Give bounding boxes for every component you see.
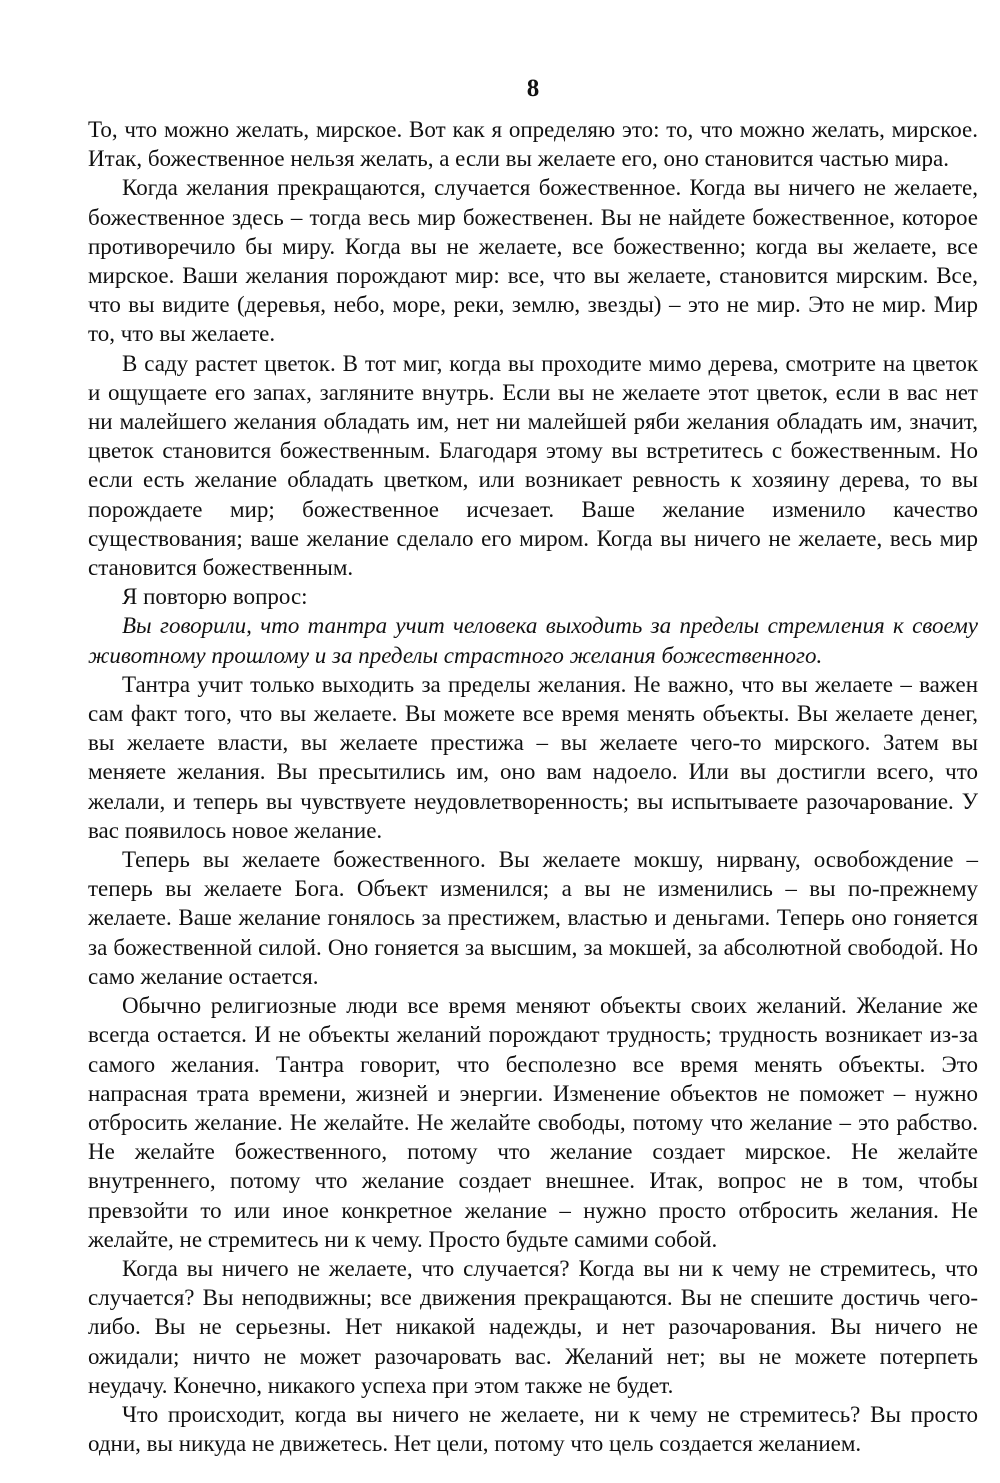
paragraph-1: То, что можно желать, мирское. Вот как я определяю это: то, что можно желать, мирское. Итак, божественное нельзя желать, а если вы желаете его, оно становится частью мира. — [88, 117, 978, 172]
paragraph-4: Я повторю вопрос: — [122, 584, 308, 610]
paragraph-7: Теперь вы желаете божественного. Вы желаете мокшу, нирвану, освобождение – теперь вы желаете Бога. Объект изменился; а вы не изменились – вы по-прежнему желаете. Ваше желание гонялось за престижем, властью и деньгами. Теперь оно гоняется за божественной силой. Оно гоняется за высшим, за мокшей, за абсолютной свободой. Но само желание остается. — [88, 847, 978, 989]
paragraph-10: Что происходит, когда вы ничего не желаете, ни к чему не стремитесь? Вы просто одни, вы никуда не движетесь. Нет цели, потому что цель создается желанием. — [88, 1401, 978, 1457]
book-page — [88, 0, 978, 1458]
question-paragraph: Вы говорили, что тантра учит человека выходить за пределы стремления к своему животному прошлому и за пределы страстного желания божественного. — [88, 613, 978, 668]
paragraph-3: В саду растет цветок. В тот миг, когда вы проходите мимо дерева, смотрите на цветок и ощущаете его запах, загляните внутрь. Если вы не желаете этот цветок, если в вас нет ни малейшего желания обладать им, нет ни малейшей ряби желания обладать им, значит, цветок становится божественным. Благодаря этому вы встретитесь с божественным. Но если есть желание обладать цветком, или возникает ревность к хозяину дерева, то вы порождаете мир; божественное исчезает. Ваше желание изменило качество существования; ваше желание сделало его миром. Когда вы ничего не желаете, весь мир становится божественным. — [88, 350, 978, 581]
page-number: 8 — [526, 75, 540, 102]
paragraph-6: Тантра учит только выходить за пределы желания. Не важно, что вы желаете – важен сам факт того, что вы желаете. Вы можете все время менять объекты. Вы желаете денег, вы желаете власти, вы желаете престижа – вы желаете чего-то мирского. Затем вы меняете желания. Вы пресытились им, оно вам надоело. Или вы достигли всего, что желали, и теперь вы чувствуете неудовлетворенность; вы испытываете разочарование. У вас появилось новое желание. — [88, 671, 978, 843]
paragraph-9: Когда вы ничего не желаете, что случается? Когда вы ни к чему не стремитесь, что случается? Вы неподвижны; все движения прекращаются. Вы не спешите достичь чего-либо. Вы не серьезны. Нет никакой надежды, и нет разочарования. Вы ничего не ожидали; ничто не может разочаровать вас. Желаний нет; вы не можете потерпеть неудачу. Конечно, никакого успеха при этом также не будет. — [88, 1255, 978, 1398]
paragraph-2: Когда желания прекращаются, случается божественное. Когда вы ничего не желаете, божественное здесь – тогда весь мир божественен. Вы не найдете божественное, которое противоречило бы миру. Когда вы не желаете, все божественно; когда вы желаете, все мирское. Ваши желания порождают мир: все, что вы желаете, становится мирским. Все, что вы видите (деревья, небо, море, реки, землю, звезды) – это не мир. Это не мир. Мир то, что вы желаете. — [88, 175, 978, 347]
page-body — [88, 115, 978, 1458]
paragraph-8: Обычно религиозные люди все время меняют объекты своих желаний. Желание же всегда остается. И не объекты желаний порождают трудность; трудность возникает из-за самого желания. Тантра говорит, что бесполезно все время менять объекты. Это напрасная трата времени, жизней и энергии. Изменение объектов не поможет – нужно отбросить желание. Не желайте. Не желайте свободы, потому что желание – это рабство. Не желайте божественного, потому что желание создает мирское. Не желайте внутреннего, потому что желание создает внешнее. Итак, вопрос не в том, чтобы превзойти то или иное конкретное желание – нужно просто отбросить желания. Не желайте, не стремитесь ни к чему. Просто будьте самими собой. — [88, 993, 978, 1252]
